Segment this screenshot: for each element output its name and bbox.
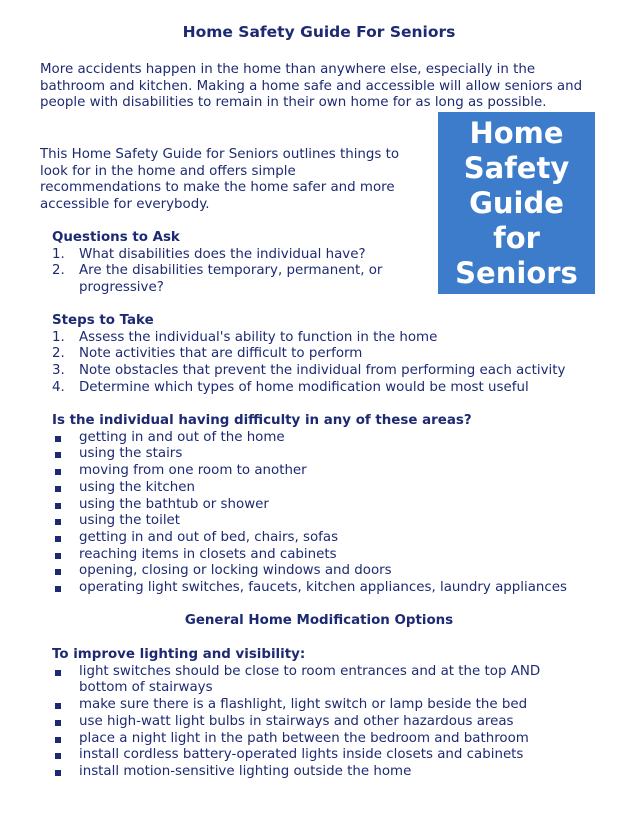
item-text: using the bathtub or shower: [79, 496, 269, 512]
bullet-icon: [55, 737, 61, 743]
list-number: 4.: [52, 379, 65, 395]
list-item: [52, 580, 612, 597]
item-text: Note activities that are difficult to perform: [79, 346, 363, 362]
item-text: What disabilities does the individual have?: [79, 246, 366, 262]
list-item: [52, 480, 612, 497]
badge-line: Seniors: [455, 255, 578, 290]
bullet-icon: [55, 436, 61, 442]
steps-heading: Steps to Take: [52, 313, 154, 328]
list-item: [52, 697, 577, 714]
item-text: using the stairs: [79, 446, 183, 462]
list-item: [52, 764, 577, 781]
list-item: [52, 346, 612, 363]
bullet-icon: [55, 753, 61, 759]
bullet-icon: [55, 703, 61, 709]
list-item: [52, 363, 612, 380]
questions-heading: Questions to Ask: [52, 230, 180, 245]
item-text: install cordless battery-operated lights inside closets and cabinets: [79, 747, 524, 763]
document-title: Home Safety Guide For Seniors: [182, 23, 456, 41]
difficulty-heading: Is the individual having difficulty in any of these areas?: [52, 413, 472, 428]
intro-paragraph-2: This Home Safety Guide for Seniors outlines things to look for in the home and offers simple recommendations to make the home safer and more accessible for everybody.: [40, 147, 400, 213]
bullet-icon: [55, 536, 61, 542]
item-text: using the kitchen: [79, 479, 195, 495]
bullet-icon: [55, 452, 61, 458]
item-text: getting in and out of the home: [79, 429, 285, 445]
list-item: [52, 530, 612, 547]
list-item: [52, 430, 612, 447]
bullet-icon: [55, 486, 61, 492]
item-text: using the toilet: [79, 513, 181, 529]
list-item: [52, 330, 612, 347]
list-item: [52, 731, 577, 748]
item-text: light switches should be close to room entrances and at the top AND bottom of stairways: [79, 663, 541, 696]
item-text: Are the disabilities temporary, permanent, or progressive?: [79, 263, 383, 296]
bullet-icon: [55, 553, 61, 559]
bullet-icon: [55, 720, 61, 726]
item-text: make sure there is a flashlight, light switch or lamp beside the bed: [79, 697, 528, 713]
list-item: [52, 563, 612, 580]
list-item: [52, 446, 612, 463]
steps-section: [52, 313, 612, 397]
general-options-heading: General Home Modification Options: [184, 613, 454, 628]
bullet-icon: [55, 670, 61, 676]
bullet-icon: [55, 586, 61, 592]
list-item: [52, 513, 612, 530]
list-item: [52, 263, 397, 296]
list-item: [52, 247, 397, 264]
list-item: [52, 463, 612, 480]
intro-paragraph: More accidents happen in the home than anywhere else, especially in the bathroom and kitchen. Making a home safe and accessible will allow seniors and people with disabilities to remain in their own home for as long as possible.: [40, 62, 583, 111]
lighting-section: [52, 647, 577, 781]
badge-line: Home: [469, 115, 564, 150]
badge-line: Safety: [463, 150, 570, 185]
list-number: 2.: [52, 346, 65, 362]
bullet-icon: [55, 503, 61, 509]
list-item: [52, 714, 577, 731]
list-item: [52, 547, 612, 564]
list-number: 1.: [52, 329, 65, 345]
list-item: [52, 497, 612, 514]
difficulty-section: [52, 413, 612, 597]
item-text: Determine which types of home modification would be most useful: [79, 379, 529, 395]
bullet-icon: [55, 569, 61, 575]
list-item: [52, 380, 612, 397]
list-number: 1.: [52, 246, 65, 262]
bullet-icon: [55, 519, 61, 525]
lighting-heading: To improve lighting and visibility:: [52, 647, 306, 662]
item-text: use high-watt light bulbs in stairways and other hazardous areas: [79, 713, 514, 729]
questions-section: [52, 230, 397, 297]
list-item: [52, 747, 577, 764]
list-number: 3.: [52, 363, 65, 379]
guide-badge-image: [438, 112, 595, 294]
item-text: Assess the individual's ability to function in the home: [79, 329, 438, 345]
list-number: 2.: [52, 263, 65, 279]
item-text: moving from one room to another: [79, 463, 307, 479]
badge-line: for: [493, 220, 540, 255]
item-text: opening, closing or locking windows and doors: [79, 563, 392, 579]
bullet-icon: [55, 770, 61, 776]
bullet-icon: [55, 469, 61, 475]
item-text: getting in and out of bed, chairs, sofas: [79, 529, 339, 545]
list-item: [52, 664, 577, 697]
item-text: Note obstacles that prevent the individual from performing each activity: [79, 363, 566, 379]
item-text: operating light switches, faucets, kitchen appliances, laundry appliances: [79, 580, 567, 596]
item-text: install motion-sensitive lighting outside the home: [79, 763, 412, 779]
item-text: reaching items in closets and cabinets: [79, 546, 337, 562]
badge-line: Guide: [469, 185, 564, 220]
item-text: place a night light in the path between the bedroom and bathroom: [79, 730, 529, 746]
